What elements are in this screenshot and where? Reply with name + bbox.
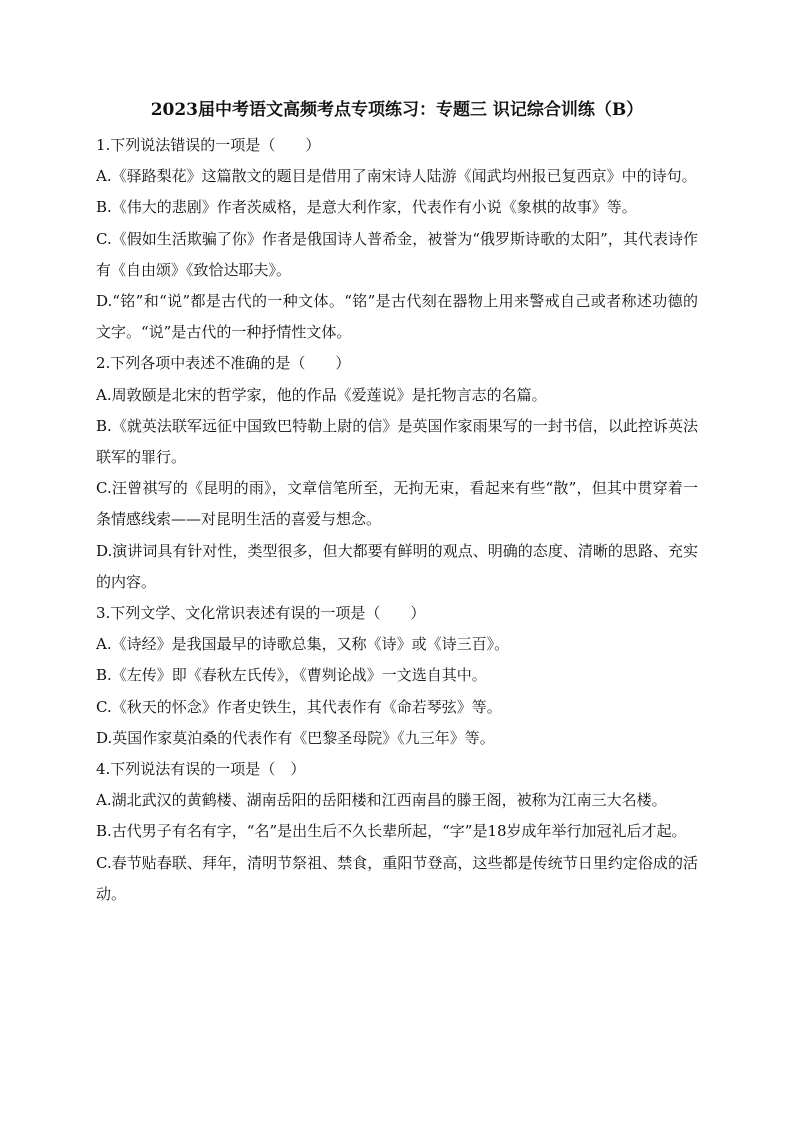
option-c: C.春节贴春联、拜年，清明节祭祖、禁食，重阳节登高，这些都是传统节日里约定俗成的活动。	[96, 853, 698, 903]
option-c: C.《假如生活欺骗了你》作者是俄国诗人普希金，被誉为“俄罗斯诗歌的太阳”，其代表诗作有《自由颂》《致恰达耶夫》。	[96, 229, 698, 279]
option-c: C.汪曾祺写的《昆明的雨》，文章信笔所至，无拘无束，看起来有些“散”，但其中贯穿着一条情感线索——对昆明生活的喜爱与想念。	[96, 479, 698, 529]
question-stem: 2.下列各项中表述不准确的是（ ）	[96, 354, 351, 373]
option-a: A.《诗经》是我国最早的诗歌总集，又称《诗》或《诗三百》。	[96, 635, 510, 654]
option-a: A.周敦颐是北宋的哲学家，他的作品《爱莲说》是托物言志的名篇。	[96, 385, 547, 404]
option-b: B.《伟大的悲剧》作者茨威格，是意大利作家，代表作有小说《象棋的故事》等。	[96, 198, 637, 217]
question-4	[96, 754, 698, 910]
option-a: A.《驿路梨花》这篇散文的题目是借用了南宋诗人陆游《闻武均州报已复西京》中的诗句。	[96, 167, 697, 186]
option-d: D.“铭”和“说”都是古代的一种文体。“铭”是古代刻在器物上用来警戒自己或者称述功德的文字。“说”是古代的一种抒情性文体。	[96, 292, 698, 342]
option-a: A.湖北武汉的黄鹤楼、湖南岳阳的岳阳楼和江西南昌的滕王阁，被称为江南三大名楼。	[96, 791, 667, 810]
option-d: D.演讲词具有针对性，类型很多，但大都要有鲜明的观点、明确的态度、清晰的思路、充实的内容。	[96, 541, 698, 591]
question-stem: 3.下列文学、文化常识表述有误的一项是（ ）	[96, 604, 426, 623]
question-2	[96, 348, 698, 598]
document-title: 2023届中考语文高频考点专项练习：专题三 识记综合训练（B）	[150, 100, 644, 120]
question-stem: 4.下列说法有误的一项是（ ）	[96, 760, 306, 779]
question-3	[96, 598, 698, 754]
option-d: D.英国作家莫泊桑的代表作有《巴黎圣母院》《九三年》等。	[96, 728, 495, 747]
option-b: B.《左传》即《春秋左氏传》，《曹刿论战》一文选自其中。	[96, 666, 487, 685]
question-1	[96, 130, 698, 348]
option-b: B.《就英法联军远征中国致巴特勒上尉的信》是英国作家雨果写的一封书信，以此控诉英法联军的罪行。	[96, 416, 698, 467]
question-stem: 1.下列说法错误的一项是（ ）	[96, 136, 321, 154]
option-c: C.《秋天的怀念》作者史铁生，其代表作有《命若琴弦》等。	[96, 697, 502, 716]
option-b: B.古代男子有名有字，“名”是出生后不久长辈所起，“字”是18岁成年举行加冠礼后才起。	[96, 822, 687, 841]
